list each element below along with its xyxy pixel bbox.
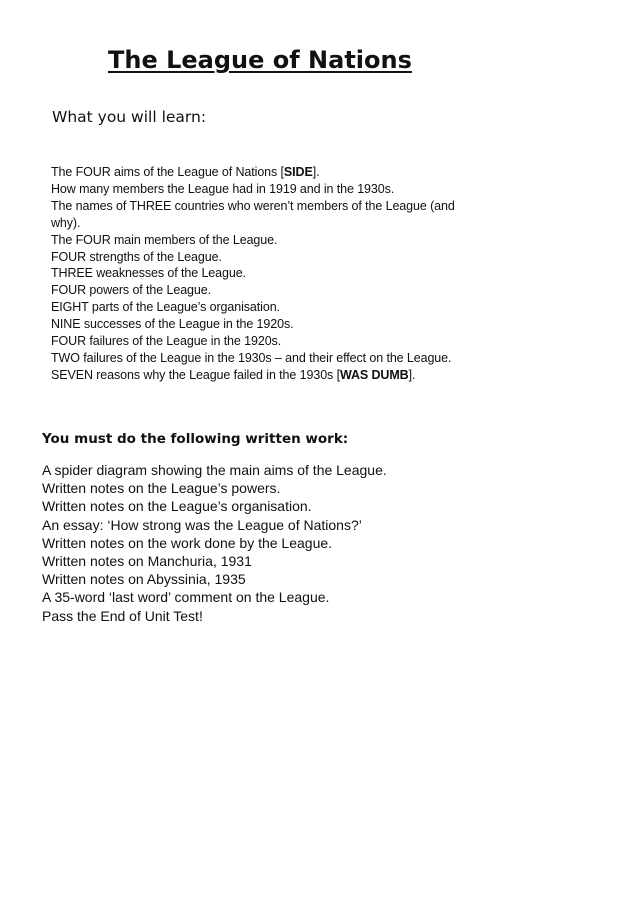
work-item: Written notes on the League’s powers.	[42, 480, 281, 497]
learn-heading: What you will learn:	[52, 108, 207, 126]
learn-item: TWO failures of the League in the 1930s – and their effect on the League.	[51, 350, 452, 365]
work-item: Pass the End of Unit Test!	[42, 607, 203, 624]
learn-item: FOUR failures of the League in the 1920s.	[51, 334, 282, 349]
learn-item: How many members the League had in 1919 and in the 1930s.	[51, 181, 395, 196]
work-item: Written notes on Abyssinia, 1935	[42, 571, 246, 588]
bold-keyword: WAS DUMB	[339, 367, 409, 382]
learn-item: THREE weaknesses of the League.	[51, 266, 246, 281]
learn-item: NINE successes of the League in the 1920s.	[51, 317, 294, 332]
work-item: Written notes on Manchuria, 1931	[42, 553, 252, 570]
work-heading: You must do the following written work:	[42, 431, 349, 447]
work-item: A spider diagram showing the main aims of the League.	[42, 462, 387, 478]
bold-keyword: SIDE	[283, 165, 313, 179]
learn-item: EIGHT parts of the League’s organisation.	[51, 300, 280, 315]
learn-item: The FOUR aims of the League of Nations [SIDE].	[51, 165, 320, 179]
work-item: Written notes on the work done by the League.	[42, 534, 333, 551]
work-item: Written notes on the League’s organisation.	[42, 498, 312, 515]
page-title: The League of Nations	[108, 46, 412, 74]
learn-list	[51, 164, 481, 384]
learn-item: The FOUR main members of the League.	[51, 232, 278, 247]
work-item: An essay: ‘How strong was the League of Nations?’	[42, 516, 362, 533]
learn-item: FOUR powers of the League.	[51, 283, 211, 298]
learn-item: SEVEN reasons why the League failed in the 1930s [WAS DUMB].	[51, 367, 416, 382]
work-item: A 35-word ‘last word’ comment on the League.	[42, 589, 330, 606]
learn-item: FOUR strengths of the League.	[51, 249, 222, 264]
learn-item: The names of THREE countries who weren’t members of the League (and why).	[51, 198, 455, 230]
work-list	[42, 461, 502, 625]
